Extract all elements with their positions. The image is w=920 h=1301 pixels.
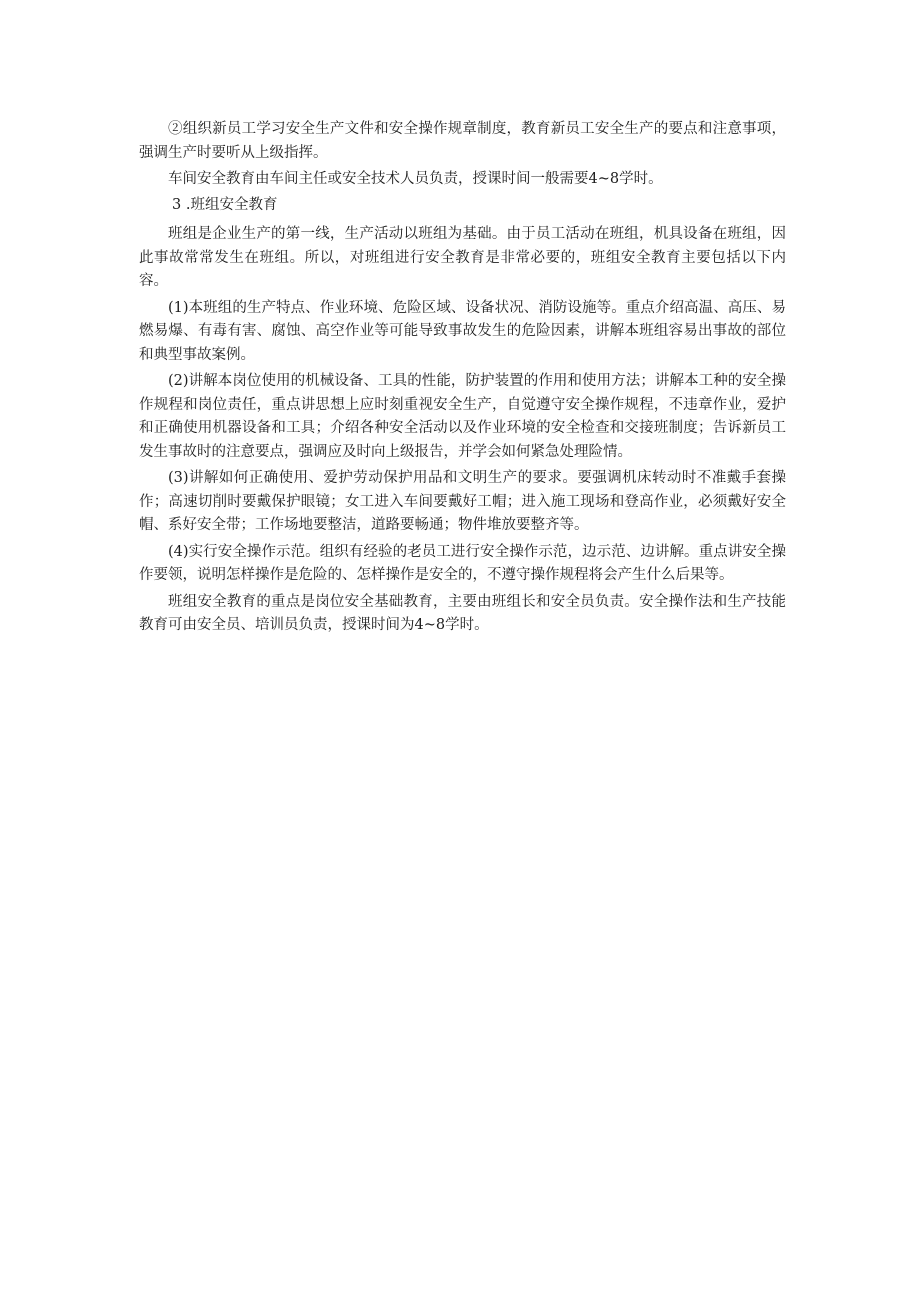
paragraph-item-4: (4)实行安全操作示范。组织有经验的老员工进行安全操作示范，边示范、边讲解。重点讲安全操作要领，说明怎样操作是危险的、怎样操作是安全的，不遵守操作规程将会产生什么后果等。 [139,543,786,583]
paragraph-team-intro: 班组是企业生产的第一线，生产活动以班组为基础。由于员工活动在班组，机具设备在班组，因此事故常常发生在班组。所以，对班组进行安全教育是非常必要的，班组安全教育主要包括以下内容。 [139,226,786,289]
paragraph-workshop-education-summary: 车间安全教育由车间主任或安全技术人员负责，授课时间一般需要4~8学时。 [168,171,663,187]
paragraph-item-3: (3)讲解如何正确使用、爱护劳动保护用品和文明生产的要求。要强调机床转动时不准戴手套操作；高速切削时要戴保护眼镜；女工进入车间要戴好工帽；进入施工现场和登高作业，必须戴好安全帽、系好安全带；工作场地要整洁，道路要畅通；物件堆放要整齐等。 [139,470,786,533]
paragraph-item-1: (1)本班组的生产特点、作业环境、危险区域、设备状况、消防设施等。重点介绍高温、高压、易燃易爆、有毒有害、腐蚀、高空作业等可能导致事故发生的危险因素，讲解本班组容易出事故的部位和典型事故案例。 [139,299,786,363]
paragraph-orientation-item: ②组织新员工学习安全生产文件和安全操作规章制度，教育新员工安全生产的要点和注意事项，强调生产时要听从上级指挥。 [139,121,786,161]
document-body [139,118,786,641]
paragraph-item-2: (2)讲解本岗位使用的机械设备、工具的性能，防护装置的作用和使用方法；讲解本工种的安全操作规程和岗位责任，重点讲思想上应时刻重视安全生产，自觉遵守安全操作规程，不违章作业，爱护和正确使用机器设备和工具；介绍各种安全活动以及作业环境的安全检查和交接班制度；告诉新员工发生事故时的注意要点，强调应及时向上级报告，并学会如何紧急处理险情。 [139,373,786,460]
paragraph-team-summary: 班组安全教育的重点是岗位安全基础教育，主要由班组长和安全员负责。安全操作法和生产技能教育可由安全员、培训员负责，授课时间为4~8学时。 [139,593,786,633]
section-heading: 3 .班组安全教育 [172,196,278,213]
